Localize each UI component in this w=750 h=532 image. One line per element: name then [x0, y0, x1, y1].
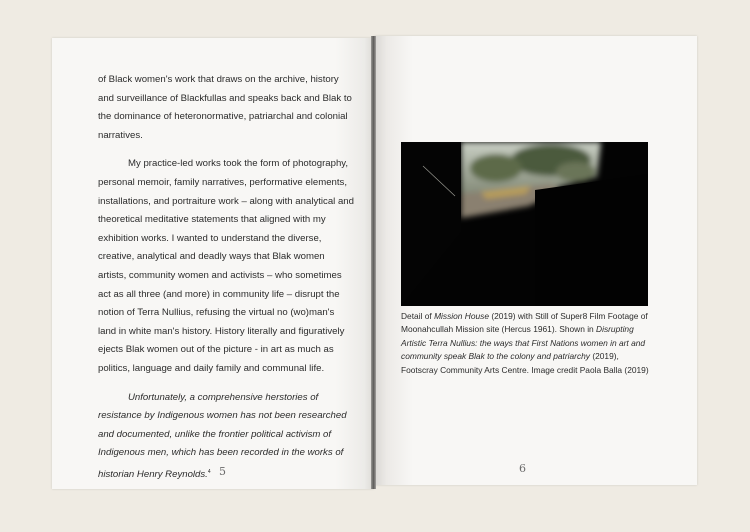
page-number-right: 6 [519, 462, 526, 475]
block-quote [98, 389, 354, 485]
caption-text-2: (2019) with Still of Super8 Film Footage of Moonahcullah Mission site (Hercus 1961). Shown in [401, 311, 648, 335]
caption-text-3: (2019), Footscray Community Arts Centre. Image credit Paola Balla (2019) [401, 351, 649, 375]
paragraph-practice: My practice-led works took the form of photography, personal memoir, family narratives, performative elements, installations, and portraiture work – along with analytical and theoretical meditative statements that aligned with my exhibition works. I wanted to understand the diverse, creative, analytical and deadly ways that Blak women artists, community women and activists – who sometimes act as all three (and more) in community life – disrupt the notion of Terra Nullius, refusing the virtual no (wo)man's land in white man's history. History literally and figuratively ejects Blak women out of the picture - in art as much as politics, language and daily family and communal life. [98, 158, 354, 374]
caption-exhibition-title: Disrupting Artistic Terra Nullius: the ways that First Nations women in art and community speak Blak to the colony and patriarchy [401, 324, 646, 362]
paragraph-continued: of Black women's work that draws on the archive, history and surveillance of Blackfullas and speaks back and Blak to the dominance of heteronormative, patriarchal and colonial narratives. [98, 74, 352, 141]
photo-caption [401, 310, 651, 377]
mission-house-photo [401, 142, 648, 306]
caption-work-title: Mission House [434, 311, 489, 321]
left-page-body [98, 71, 354, 485]
caption-text-1: Detail of [401, 311, 435, 321]
photo-image [401, 142, 648, 306]
footnote-marker: 4 [207, 468, 211, 475]
book-gutter [371, 36, 376, 489]
quote-text: Unfortunately, a comprehensive herstories of resistance by Indigenous women has not been researched and documented, unlike the frontier political activism of Indigenous men, which has been recorded in the works of historian Henry Reynolds. [98, 391, 347, 481]
page-number-left: 5 [219, 465, 226, 478]
